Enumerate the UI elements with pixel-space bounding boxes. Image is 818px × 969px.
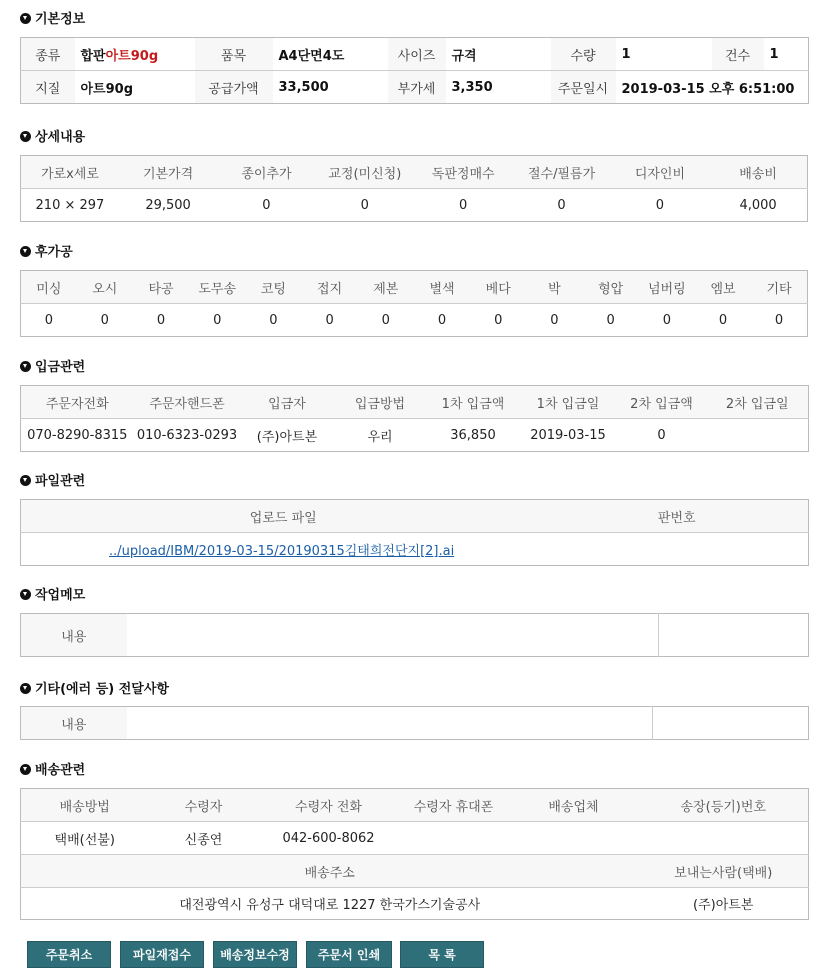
delivery-method: 택배(선불) (21, 822, 149, 855)
memo-label: 내용 (21, 614, 127, 657)
chevron-down-icon (20, 131, 31, 142)
section-title-work-memo: 작업메모 (20, 587, 85, 605)
address-header: 배송주소 (21, 855, 639, 888)
deposit-method: 우리 (334, 419, 427, 452)
section-title-basic: 기본정보 (20, 11, 85, 29)
paper-label: 지질 (21, 71, 75, 104)
delivery-header: 배송방법 (21, 789, 149, 822)
post-processing-table (20, 270, 808, 337)
supply-price-value: 33,500 (273, 71, 388, 104)
post-value: 0 (470, 304, 526, 337)
post-value: 0 (302, 304, 358, 337)
post-header: 접지 (302, 271, 358, 304)
section-title-files: 파일관련 (20, 473, 85, 491)
chevron-down-icon (20, 246, 31, 257)
courier-company (509, 822, 639, 855)
size-label: 사이즈 (388, 38, 446, 71)
depositor-name: (주)아트본 (241, 419, 334, 452)
vat-value: 3,350 (446, 71, 551, 104)
detail-header: 디자인비 (611, 156, 709, 189)
delivery-header: 송장(등기)번호 (639, 789, 809, 822)
delivery-table (20, 788, 809, 920)
delivery-address: 대전광역시 유성구 대덕대로 1227 한국가스기술공사 (21, 888, 639, 920)
second-deposit-date (707, 419, 809, 452)
post-value: 0 (77, 304, 133, 337)
deposit-header: 주문자전화 (21, 386, 134, 419)
post-header: 박 (526, 271, 582, 304)
files-table (20, 499, 809, 566)
sender-name: (주)아트본 (639, 888, 809, 920)
delivery-header: 수령자 휴대폰 (399, 789, 509, 822)
memo-extra (659, 614, 809, 657)
item-value: A4단면4도 (278, 48, 345, 64)
post-value: 0 (189, 304, 245, 337)
detail-value: 0 (512, 189, 610, 222)
supply-price-label: 공급가액 (195, 71, 273, 104)
post-value: 0 (133, 304, 189, 337)
type-label: 종류 (21, 38, 75, 71)
deposit-header: 1차 입금일 (520, 386, 617, 419)
uploaded-file-link[interactable]: ../upload/IBM/2019-03-15/20190315김태희전단지[2].ai (109, 543, 455, 559)
detail-header: 종이추가 (217, 156, 315, 189)
count-label: 건수 (712, 38, 764, 71)
second-deposit-amount: 0 (617, 419, 707, 452)
chevron-down-icon (20, 683, 31, 694)
deposit-table (20, 385, 809, 452)
chevron-down-icon (20, 13, 31, 24)
detail-value: 0 (316, 189, 414, 222)
cancel-order-button[interactable]: 주문취소 (27, 941, 111, 968)
post-header: 타공 (133, 271, 189, 304)
order-datetime-label: 주문일시 (551, 71, 616, 104)
detail-value: 210 × 297 (21, 189, 119, 222)
upload-file-header: 업로드 파일 (21, 500, 546, 533)
chevron-down-icon (20, 589, 31, 600)
recipient-phone: 042-600-8062 (259, 822, 399, 855)
post-header: 형압 (583, 271, 639, 304)
post-value: 0 (358, 304, 414, 337)
invoice-number (639, 822, 809, 855)
size-value: 규격 (451, 48, 477, 64)
type-value: 합판아트90g (80, 48, 159, 64)
post-header: 별색 (414, 271, 470, 304)
post-value: 0 (583, 304, 639, 337)
detail-header: 가로x세로 (21, 156, 119, 189)
orderer-phone: 070-8290-8315 (21, 419, 134, 452)
detail-header: 교정(미신청) (316, 156, 414, 189)
deposit-header: 2차 입금액 (617, 386, 707, 419)
post-header: 베다 (470, 271, 526, 304)
post-value: 0 (751, 304, 807, 337)
post-header: 코팅 (245, 271, 301, 304)
post-value: 0 (21, 304, 77, 337)
plate-number-value (546, 533, 809, 566)
first-deposit-date: 2019-03-15 (520, 419, 617, 452)
section-title-detail: 상세내용 (20, 129, 85, 147)
plate-number-header: 판번호 (546, 500, 809, 533)
deposit-header: 입금자 (241, 386, 334, 419)
post-value: 0 (526, 304, 582, 337)
section-title-delivery: 배송관련 (20, 762, 85, 780)
etc-label: 내용 (21, 707, 127, 740)
post-value: 0 (639, 304, 695, 337)
orderer-mobile: 010-6323-0293 (134, 419, 241, 452)
post-value: 0 (414, 304, 470, 337)
recipient-mobile (399, 822, 509, 855)
detail-value: 29,500 (119, 189, 217, 222)
detail-value: 0 (217, 189, 315, 222)
section-title-deposit: 입금관련 (20, 359, 85, 377)
etc-content (127, 707, 653, 740)
recipient-name: 신종연 (149, 822, 259, 855)
post-header: 도무송 (189, 271, 245, 304)
post-header: 기타 (751, 271, 807, 304)
print-order-button[interactable]: 주문서 인쇄 (306, 941, 392, 968)
sender-header: 보내는사람(택배) (639, 855, 809, 888)
chevron-down-icon (20, 475, 31, 486)
detail-header: 배송비 (709, 156, 807, 189)
first-deposit-amount: 36,850 (427, 419, 520, 452)
post-value: 0 (695, 304, 751, 337)
work-memo-table (20, 613, 809, 657)
post-header: 엠보 (695, 271, 751, 304)
section-title-post-processing: 후가공 (20, 244, 73, 262)
post-header: 미싱 (21, 271, 77, 304)
etc-extra (653, 707, 809, 740)
detail-value: 0 (611, 189, 709, 222)
post-header: 제본 (358, 271, 414, 304)
vat-label: 부가세 (388, 71, 446, 104)
detail-header: 기본가격 (119, 156, 217, 189)
post-value: 0 (245, 304, 301, 337)
chevron-down-icon (20, 361, 31, 372)
detail-value: 4,000 (709, 189, 807, 222)
delivery-header: 수령자 전화 (259, 789, 399, 822)
delivery-header: 수령자 (149, 789, 259, 822)
detail-table (20, 155, 808, 222)
detail-header: 절수/필름가 (512, 156, 610, 189)
chevron-down-icon (20, 764, 31, 775)
file-resubmit-button[interactable]: 파일재접수 (120, 941, 204, 968)
detail-header: 독판정매수 (414, 156, 512, 189)
detail-value: 0 (414, 189, 512, 222)
post-header: 오시 (77, 271, 133, 304)
edit-delivery-button[interactable]: 배송정보수정 (213, 941, 297, 968)
deposit-header: 1차 입금액 (427, 386, 520, 419)
quantity-value: 1 (621, 46, 631, 62)
post-header: 넘버링 (639, 271, 695, 304)
item-label: 품목 (195, 38, 273, 71)
memo-content (127, 614, 659, 657)
count-value: 1 (769, 46, 779, 62)
delivery-header: 배송업체 (509, 789, 639, 822)
basic-info-table (20, 37, 809, 104)
quantity-label: 수량 (551, 38, 616, 71)
order-datetime-value: 2019-03-15 오후 6:51:00 (616, 71, 809, 104)
deposit-header: 입금방법 (334, 386, 427, 419)
section-title-etc: 기타(에러 등) 전달사항 (20, 681, 169, 699)
etc-table (20, 706, 809, 740)
paper-value: 아트90g (75, 71, 195, 104)
deposit-header: 주문자핸드폰 (134, 386, 241, 419)
deposit-header: 2차 입금일 (707, 386, 809, 419)
list-button[interactable]: 목 록 (400, 941, 484, 968)
